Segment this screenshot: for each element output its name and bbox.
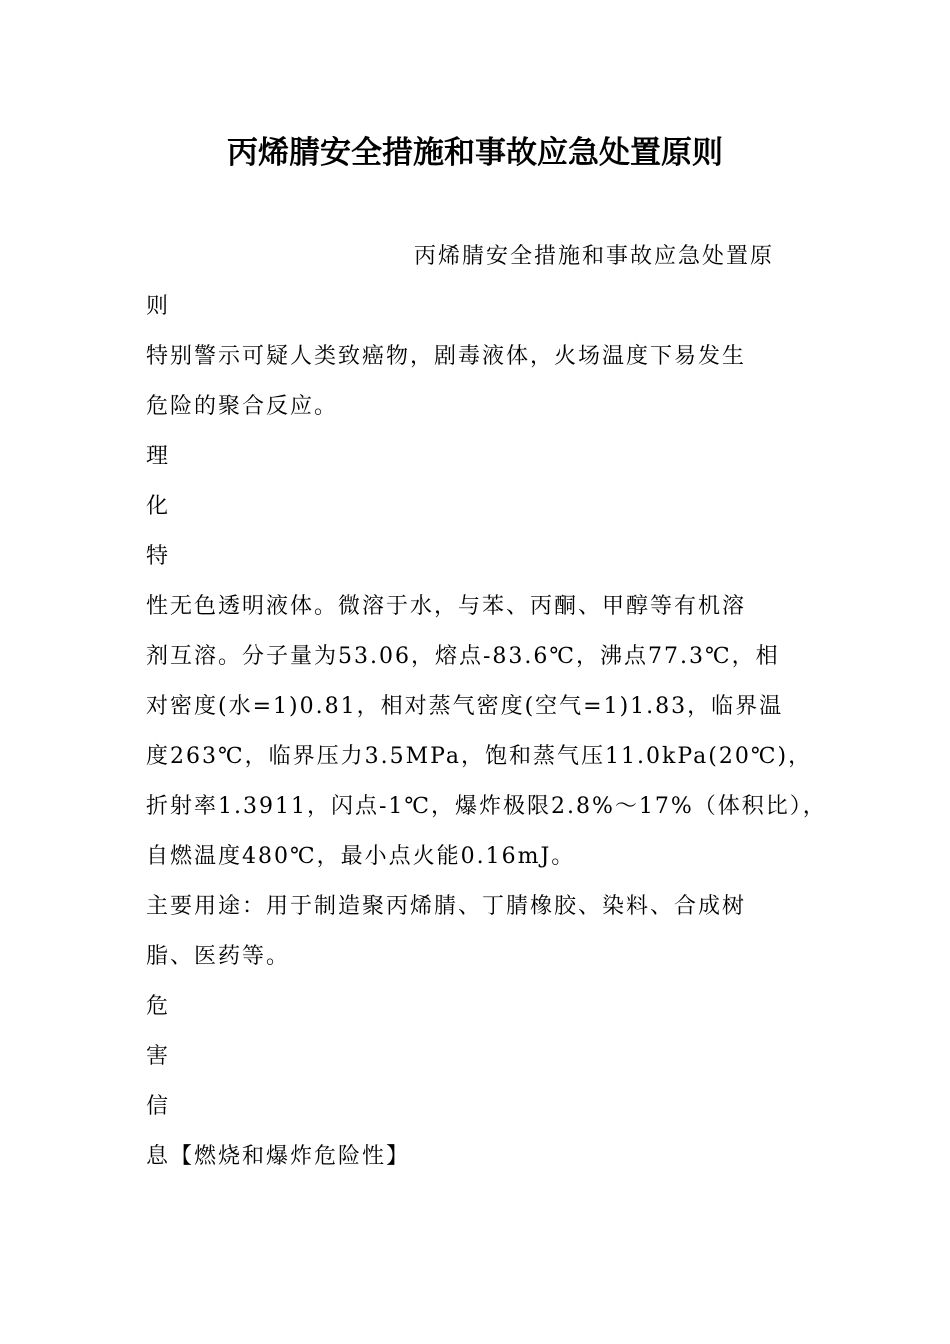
subtitle-line: 丙烯腈安全措施和事故应急处置原 [414,244,775,269]
hazard-line: 息【燃烧和爆炸危险性】 [146,1144,411,1169]
section-heading-char: 害 [146,1044,171,1069]
section-heading-char: 理 [146,444,171,469]
uses-line: 脂、医药等。 [146,944,291,969]
properties-line: 剂互溶。分子量为53.06，熔点-83.6℃，沸点77.3℃，相 [146,644,780,669]
properties-line: 对密度(水=1)0.81，相对蒸气密度(空气=1)1.83，临界温 [146,694,784,719]
section-heading-char: 危 [146,994,171,1019]
warning-line-continued: 危险的聚合反应。 [146,394,339,419]
section-heading-char: 特 [146,544,171,569]
section-heading-char: 信 [146,1094,171,1119]
properties-line: 性无色透明液体。微溶于水，与苯、丙酮、甲醇等有机溶 [146,594,747,619]
document-body [146,232,827,1182]
warning-line: 特别警示可疑人类致癌物，剧毒液体，火场温度下易发生 [146,344,747,369]
document-title: 丙烯腈安全措施和事故应急处置原则 [227,135,723,171]
uses-line: 主要用途：用于制造聚丙烯腈、丁腈橡胶、染料、合成树 [146,894,747,919]
section-heading-char: 化 [146,494,171,519]
properties-line: 折射率1.3911，闪点-1℃，爆炸极限2.8%～17%（体积比）， [146,794,827,819]
properties-line: 度263℃，临界压力3.5MPa，饱和蒸气压11.0kPa(20℃)， [146,744,813,769]
properties-line: 自燃温度480℃，最小点火能0.16mJ。 [146,844,576,869]
subtitle-line-continued: 则 [146,294,171,319]
